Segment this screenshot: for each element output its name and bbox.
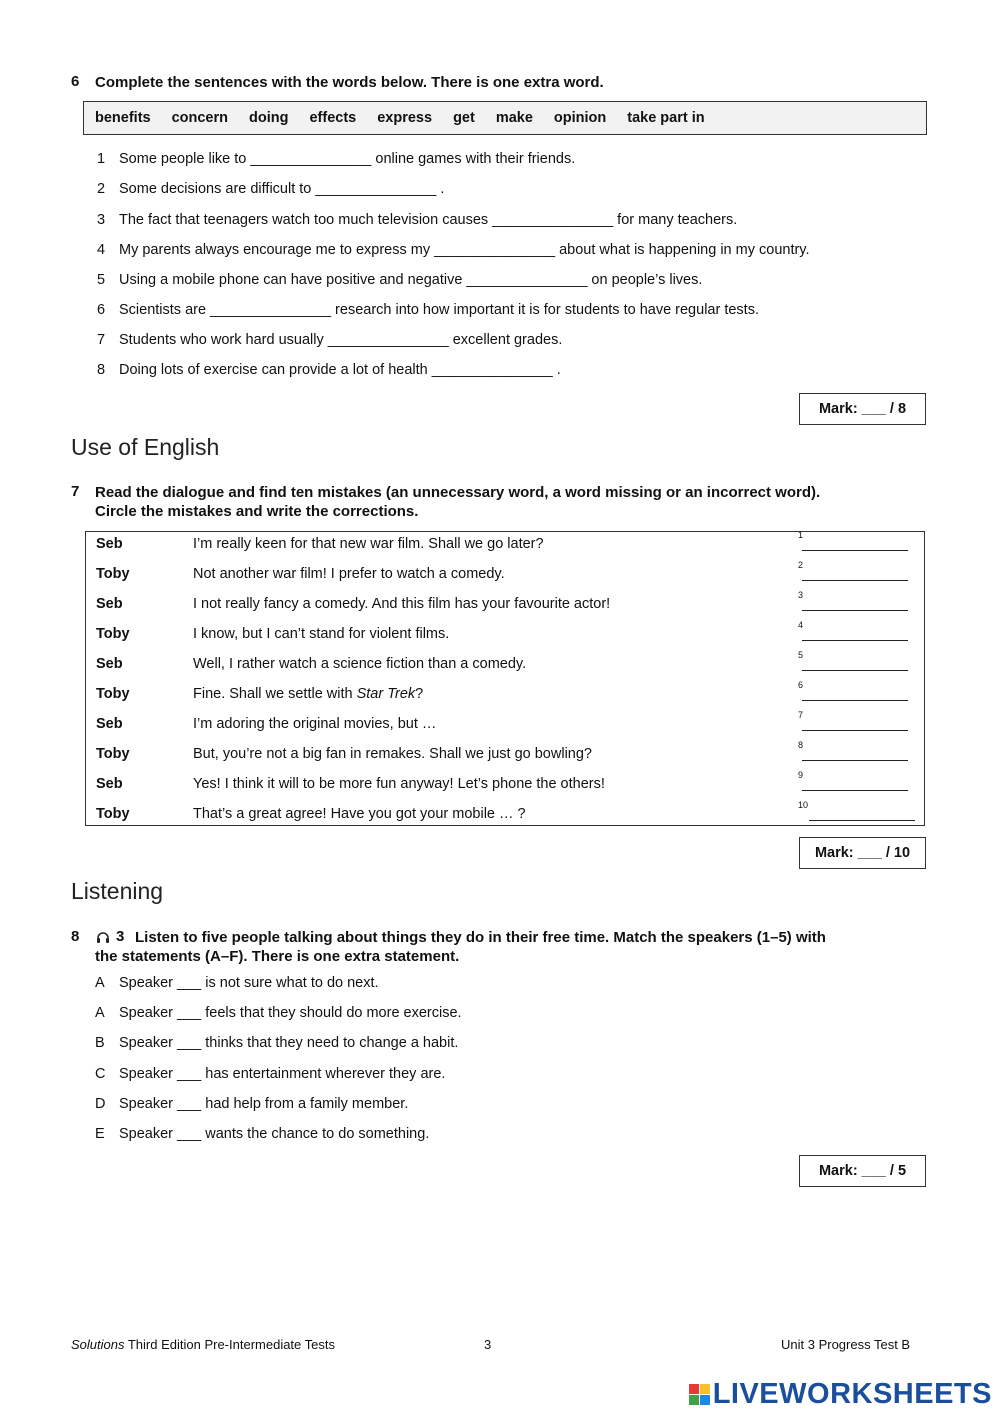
q6-item[interactable]	[97, 242, 917, 262]
q6-item-text: Some decisions are difficult to _______________ .	[119, 181, 445, 197]
footer-book-title	[71, 1337, 335, 1352]
dialogue-row	[86, 530, 924, 563]
answer-rule	[802, 760, 908, 761]
answer-rule	[802, 640, 908, 641]
q8-statement-text: Speaker ___ had help from a family member.	[119, 1096, 409, 1112]
correction-answer-line[interactable]	[798, 650, 908, 673]
q6-item-number: 7	[97, 332, 106, 348]
logo-grid-cell	[689, 1384, 699, 1394]
q6-item[interactable]	[97, 362, 917, 382]
q8-statement-letter: B	[95, 1035, 105, 1051]
word-bank-item: make	[495, 110, 533, 126]
answer-rule	[802, 670, 908, 671]
q6-mark-box[interactable]: Mark: ___ / 8	[799, 393, 926, 425]
q8-instruction-line2: the statements (A–F). There is one extra statement.	[95, 948, 460, 965]
dialogue-speaker: Seb	[96, 536, 123, 552]
q7-instruction-line1: Read the dialogue and find ten mistakes (an unnecessary word, a word missing or an incorrect word).	[95, 484, 821, 501]
answer-rule	[802, 550, 908, 551]
dialogue-line[interactable]	[193, 656, 526, 672]
q8-statement[interactable]	[95, 1005, 695, 1025]
correction-answer-line[interactable]	[798, 680, 908, 703]
q8-mark-box[interactable]: Mark: ___ / 5	[799, 1155, 926, 1187]
dialogue-text: Not another war film! I prefer to watch a comedy.	[193, 566, 505, 582]
q6-item-text: My parents always encourage me to express my _______________ about what is happening in my country.	[119, 242, 810, 258]
correction-answer-line[interactable]	[798, 530, 908, 553]
q6-item[interactable]	[97, 151, 917, 171]
q8-statement-letter: A	[95, 1005, 105, 1021]
correction-answer-line[interactable]	[798, 590, 908, 613]
q8-statement-text: Speaker ___ has entertainment wherever they are.	[119, 1066, 446, 1082]
q6-item-text: Using a mobile phone can have positive and negative _______________ on people’s lives.	[119, 272, 703, 288]
answer-rule	[802, 790, 908, 791]
correction-number: 3	[798, 590, 804, 600]
q7-mark-box[interactable]: Mark: ___ / 10	[799, 837, 926, 869]
q6-item-number: 4	[97, 242, 106, 258]
q6-item-number: 1	[97, 151, 106, 167]
word-bank-item: take part in	[627, 110, 705, 126]
correction-number: 6	[798, 680, 804, 690]
correction-answer-line[interactable]	[798, 560, 908, 583]
q8-track-number: 3	[116, 928, 125, 945]
dialogue-line[interactable]	[193, 746, 592, 762]
logo-grid-cell	[689, 1395, 699, 1405]
logo-grid-icon	[689, 1384, 710, 1405]
dialogue-row	[86, 590, 924, 623]
q6-instruction: Complete the sentences with the words below. There is one extra word.	[95, 74, 604, 91]
q8-number: 8	[71, 928, 80, 945]
dialogue-speaker: Toby	[96, 686, 130, 702]
q8-statement-letter: A	[95, 975, 105, 991]
dialogue-line[interactable]	[193, 566, 505, 582]
correction-answer-line[interactable]	[798, 800, 908, 823]
q6-item-number: 3	[97, 212, 106, 228]
q8-statement-letter: D	[95, 1096, 106, 1112]
dialogue-speaker: Seb	[96, 776, 123, 792]
correction-number: 2	[798, 560, 804, 570]
dialogue-line[interactable]	[193, 596, 610, 612]
q8-statement-letter: C	[95, 1066, 106, 1082]
correction-number: 1	[798, 530, 804, 540]
q6-item[interactable]	[97, 302, 917, 322]
q6-item-text: Doing lots of exercise can provide a lot of health _______________ .	[119, 362, 561, 378]
footer-test-name: Unit 3 Progress Test B	[781, 1337, 911, 1352]
q8-statement-letter: E	[95, 1126, 105, 1142]
dialogue-row	[86, 650, 924, 683]
dialogue-text: But, you’re not a big fan in remakes. Shall we just go bowling?	[193, 746, 592, 762]
dialogue-line[interactable]	[193, 806, 526, 822]
logo-grid-cell	[700, 1395, 710, 1405]
q6-item[interactable]	[97, 212, 917, 232]
correction-answer-line[interactable]	[798, 740, 908, 763]
word-bank-item: concern	[171, 110, 229, 126]
dialogue-line[interactable]	[193, 536, 544, 552]
dialogue-speaker: Seb	[96, 656, 123, 672]
correction-number: 5	[798, 650, 804, 660]
q7-number: 7	[71, 483, 80, 500]
correction-answer-line[interactable]	[798, 710, 908, 733]
dialogue-line[interactable]	[193, 776, 605, 792]
q6-item[interactable]	[97, 181, 917, 201]
word-bank-item: opinion	[553, 110, 607, 126]
correction-number: 4	[798, 620, 804, 630]
word-bank-item: effects	[309, 110, 357, 126]
dialogue-speaker: Toby	[96, 746, 130, 762]
answer-rule	[809, 820, 915, 821]
q6-item-text: Some people like to _______________ online games with their friends.	[119, 151, 576, 167]
dialogue-speaker: Toby	[96, 566, 130, 582]
dialogue-speaker: Seb	[96, 716, 123, 732]
dialogue-line[interactable]	[193, 686, 423, 702]
word-bank-item: doing	[249, 110, 289, 126]
section-heading-use-of-english: Use of English	[71, 434, 220, 460]
q6-item-text: Scientists are _______________ research into how important it is for students to have regular tests.	[119, 302, 759, 318]
dialogue-row	[86, 680, 924, 713]
q8-statement-text: Speaker ___ feels that they should do more exercise.	[119, 1005, 462, 1021]
correction-number: 8	[798, 740, 804, 750]
dialogue-speaker: Toby	[96, 626, 130, 642]
footer-book-italic: Solutions	[71, 1337, 125, 1352]
q8-instruction-line1: Listen to five people talking about things they do in their free time. Match the speakers (1–5) with	[135, 929, 826, 946]
dialogue-line[interactable]	[193, 716, 436, 732]
word-bank-item: get	[453, 110, 475, 126]
dialogue-line[interactable]	[193, 626, 449, 642]
correction-answer-line[interactable]	[798, 620, 908, 643]
answer-rule	[802, 730, 908, 731]
q6-item-number: 6	[97, 302, 106, 318]
dialogue-row	[86, 560, 924, 593]
q6-item-number: 2	[97, 181, 106, 197]
correction-answer-line[interactable]	[798, 770, 908, 793]
dialogue-title-italic: Star Trek	[356, 686, 416, 702]
q6-item-number: 8	[97, 362, 106, 378]
word-bank-item: express	[377, 110, 433, 126]
dialogue-text: I know, but I can’t stand for violent films.	[193, 626, 450, 642]
dialogue-text: I not really fancy a comedy. And this film has your favourite actor!	[193, 596, 611, 612]
q8-statement-text: Speaker ___ is not sure what to do next.	[119, 975, 379, 991]
headphones-icon[interactable]	[96, 929, 110, 945]
correction-number: 9	[798, 770, 804, 780]
dialogue-row	[86, 710, 924, 743]
dialogue-text: Well, I rather watch a science fiction than a comedy.	[193, 656, 527, 672]
dialogue-row	[86, 740, 924, 773]
q8-statement[interactable]	[95, 1066, 695, 1086]
dialogue-table	[85, 531, 925, 826]
footer-page-number: 3	[484, 1337, 492, 1352]
section-heading-listening: Listening	[71, 878, 164, 904]
dialogue-text: I’m adoring the original movies, but …	[193, 716, 437, 732]
q8-statement-text: Speaker ___ thinks that they need to change a habit.	[119, 1035, 459, 1051]
q7-instruction-line2: Circle the mistakes and write the corrections.	[95, 503, 419, 520]
q6-item-text: The fact that teenagers watch too much television causes _______________ for many teachers.	[119, 212, 738, 228]
q8-statement[interactable]	[95, 975, 695, 995]
q6-item[interactable]	[97, 272, 917, 292]
dialogue-speaker: Seb	[96, 596, 123, 612]
dialogue-row	[86, 770, 924, 803]
q8-statement[interactable]	[95, 1126, 695, 1146]
q6-item-number: 5	[97, 272, 106, 288]
dialogue-text-end: ?	[415, 686, 424, 702]
answer-rule	[802, 580, 908, 581]
logo-grid-cell	[700, 1384, 710, 1394]
answer-rule	[802, 610, 908, 611]
word-bank-item: benefits	[95, 110, 151, 126]
word-bank	[83, 101, 927, 135]
q8-statement[interactable]	[95, 1035, 695, 1055]
dialogue-text: Fine. Shall we settle with	[193, 686, 357, 702]
dialogue-row	[86, 800, 924, 833]
correction-number: 7	[798, 710, 804, 720]
logo-text: LIVEWORKSHEETS	[712, 1378, 992, 1410]
q6-number: 6	[71, 73, 80, 90]
dialogue-text: That’s a great agree! Have you got your mobile … ?	[193, 806, 526, 822]
footer-book-rest: Third Edition Pre-Intermediate Tests	[124, 1337, 335, 1352]
dialogue-text: I’m really keen for that new war film. Shall we go later?	[193, 536, 544, 552]
dialogue-speaker: Toby	[96, 806, 130, 822]
dialogue-row	[86, 620, 924, 653]
q6-item[interactable]	[97, 332, 917, 352]
liveworksheets-logo[interactable]	[689, 1378, 992, 1411]
q8-statement[interactable]	[95, 1096, 695, 1116]
q8-statement-text: Speaker ___ wants the chance to do something.	[119, 1126, 430, 1142]
dialogue-text: Yes! I think it will to be more fun anyway! Let’s phone the others!	[193, 776, 605, 792]
answer-rule	[802, 700, 908, 701]
q6-item-text: Students who work hard usually _______________ excellent grades.	[119, 332, 563, 348]
correction-number: 10	[798, 800, 809, 810]
